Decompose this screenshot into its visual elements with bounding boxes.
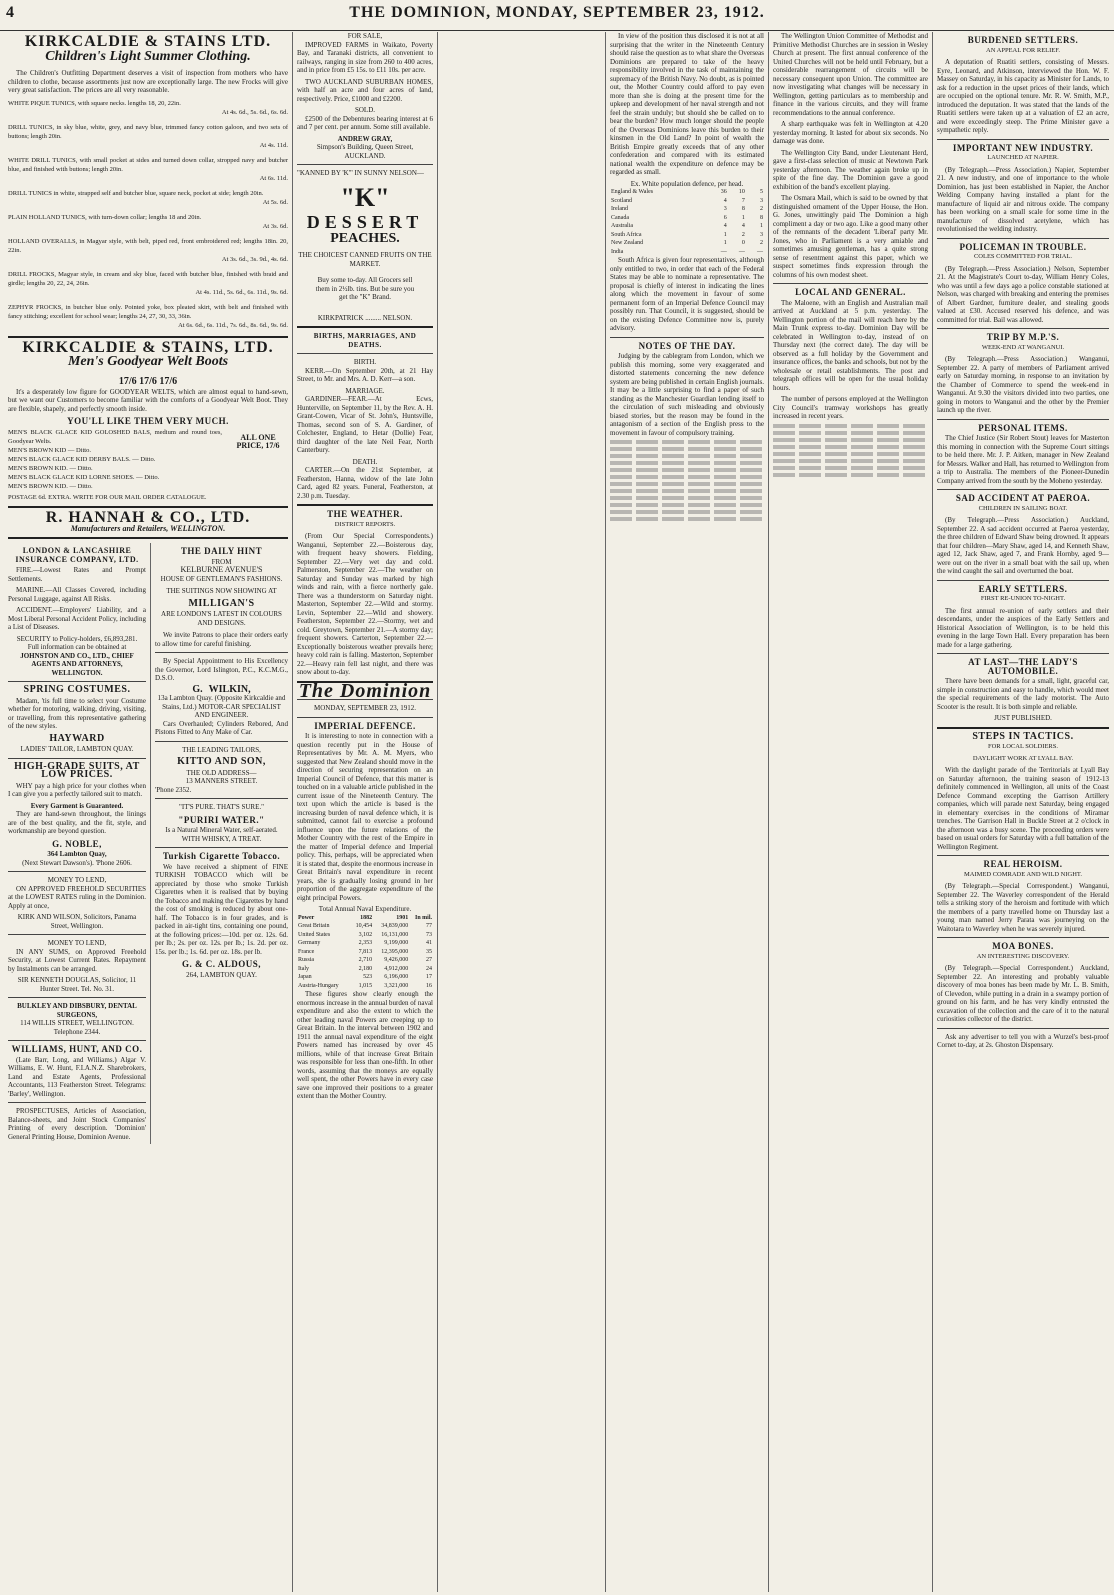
old-address: THE OLD ADDRESS— [186, 768, 257, 777]
column-2 [297, 32, 433, 1592]
lady-auto-body: There have been demands for a small, light, graceful car, simple in construction and easy to handle, which would meet the special requirements of the lady motorist. The Auto Scooter is the result. It is both simple and reliable. [937, 677, 1109, 711]
table-row: England & Wales 36 10 5 [611, 189, 763, 195]
kirkcaldie-headline: Children's Light Summer Clothing. [45, 48, 251, 64]
table-row: Scotland 4 7 3 [611, 197, 763, 204]
item-price: At 4s. 11d., 5s. 6d., 6s. 11d., 9s. 6d. [195, 288, 288, 296]
heroism-title: REAL HEROISM. [983, 859, 1063, 869]
money1-title: MONEY TO LEND, [47, 876, 107, 884]
column-rule [605, 32, 606, 1592]
column-rule [292, 32, 293, 1592]
insurance-info: Full information can be obtained at [27, 643, 127, 651]
leading-tailors: THE LEADING TAILORS, [182, 745, 261, 754]
agent-name: ANDREW GRAY, [337, 134, 393, 143]
wilkin-body: Cars Overhauled; Cylinders Rebored, And Pistons Fitted to Any Make of Car. [155, 719, 288, 736]
all-one-price: ALL ONE PRICE, 17/6 [236, 432, 280, 450]
napier-body: (By Telegraph.—Press Association.) Napier, September 21. A new industry, and one of importance to the whole Dominion, has just been established in Napier, the Anchor Welding Company having installed a plant for the manufacture of liquid air and nitrous oxide. The company has been working on a small scale for some time in the manufacture of dissolved acetylene, which has revolutionised the welding industry. [937, 165, 1109, 233]
buy-note: Buy some to-day. All Grocers sell them in 2½lb. tins. But be sure you get the "K" Brand. [315, 276, 415, 301]
per-head-table-title: Ex. White population defence, per head. [630, 179, 744, 188]
wilkin-initial: G. [192, 683, 203, 695]
turkish-body: We have received a shipment of FINE TURKISH TOBACCO which will be appreciated by those who smoke Turkish Cigarettes when it is realised that by buying the Tobacco and making the Cigarettes by hand the cost of smoking is reduced by about one-half. The Tobacco is in four grades, and is packed in air-tight tins, containing one pound, at the following prices:—10d. per oz. 12s. 6d. per lb.; 2s. per oz. 12s. per lb.; 1s. 2d. per oz. 15s. per lb.; 1s. 6d. per oz. 18s. per lb. [155, 862, 288, 956]
table-row: New Zealand 1 0 2 [611, 240, 763, 246]
item-price: At 5s. 6d. [262, 198, 288, 206]
spring-title: SPRING COSTUMES. [23, 684, 131, 695]
steps-body: With the daylight parade of the Territorials at Lyall Bay on Saturday afternoon, the training season of 1912-13 definitely commenced in Wellington, all units of the Coast Defence Command excepting the Garrison Artillery companies, which will parade next Saturday, being engaged in elementary exercises in the conditions of Miramar trenches. The Garrison Hall in Buckle Street at 2 o'clock in the afternoon was a busy scene. The proceeding orders were based on usual orders for Saturday with a full battalion of the Wellington Regiment. [937, 766, 1109, 851]
column-5 [773, 32, 928, 1592]
insurance-fire: FIRE.—Lowest Rates and Prompt Settlements. [8, 566, 146, 583]
boots-banner: YOU'LL LIKE THEM VERY MUCH. [67, 416, 229, 426]
column-1-ads [8, 32, 288, 1592]
list-item: MEN'S BROWN KID — Ditto. [8, 446, 91, 454]
kirkcaldie-title: KIRKCALDIE & STAINS LTD. [24, 33, 272, 50]
high-grade-firm: G. NOBLE, [52, 838, 102, 849]
page-number: 4 [6, 4, 14, 21]
death-body: CARTER.—On the 21st September, at Featherston, Hanna, widow of the late John Card, aged 82 years. Funeral, Featherston, at 2.30 p.m. Tuesday. [297, 466, 433, 500]
high-grade-guarantee: Every Garment is Guaranteed. [30, 801, 124, 810]
marriage-title: MARRIAGE. [345, 386, 385, 395]
bulkley-address: 114 WILLIS STREET, WELLINGTON. Telephone 2344. [20, 1019, 134, 1036]
item-text: ZEPHYR FROCKS, in butcher blue only. Pointed yoke, box pleated skirt, with belt and finished with fancy stitching; excellent for school wear; lengths 24, 27, 30, 33, 36in. [8, 303, 288, 320]
policeman-title: POLICEMAN IN TROUBLE. [959, 241, 1087, 252]
steps-title: STEPS IN TACTICS. [972, 730, 1074, 742]
masthead: THE DOMINION, MONDAY, SEPTEMBER 23, 1912. [349, 4, 765, 21]
column-4 [610, 32, 764, 1592]
table-row: Australia 4 4 1 [611, 223, 763, 229]
wilkin: WILKIN, [208, 683, 251, 695]
list-item: MEN'S BROWN KID. — Ditto. [8, 482, 93, 490]
appointment: By Special Appointment to His Excellency the Governor, Lord Islington, P.C., K.C.M.G., D.S.O. [155, 657, 288, 682]
spring-body: Madam, 'tis full time to select your Costume whether for motoring, walking, driving, visiting, or travelling, from this representative gathering of the new styles. [8, 696, 146, 730]
insurance-agent: JOHNSTON AND CO., LTD., CHIEF AGENTS AND ATTORNEYS, WELLINGTON. [20, 651, 134, 677]
list-item: MEN'S BLACK GLACE KID DERBY BALS. — Ditto. [8, 455, 156, 463]
phone: 'Phone 2352. [155, 785, 192, 794]
item-price: At 3s. 6d., 3s. 9d., 4s. 6d. [221, 255, 288, 263]
house-of-fashions: HOUSE OF GENTLEMAN'S FASHIONS. [160, 574, 283, 583]
police-body: (By Telegraph.—Press Association.) Nelson, September 21. At the Magistrate's Court to-day, William Henry Coles, who was until a few days ago a police constable stationed at Nelson, was charged with breaking and entering the premises of Albert Gardner, furniture dealer, and stealing goods valued at £30. Accused reserved his defence, and was committed for trial. Bail was allowed. [937, 264, 1109, 324]
bulkley-title: BULKLEY AND DIBSBURY, DENTAL SURGEONS, [17, 1002, 137, 1019]
early-body: The first annual re-union of early settlers and their descendants, under the auspices of the Early Settlers and Historical Association of Wellington, is to be held this evening in the large Town Hall. Every preparation has been made for a large gathering. [937, 606, 1109, 649]
item-text: PLAIN HOLLAND TUNICS, with turn-down collar; lengths 18 and 20in. [8, 213, 202, 221]
item-text: DRILL TUNICS, in sky blue, white, grey, and navy blue, trimmed fancy cotton galoon, and two sets of buttons; length 20in. [8, 123, 288, 140]
table-row: India — — — [611, 248, 763, 255]
table-row: United States 3,102 16,131,000 73 [298, 931, 432, 938]
sold-title: SOLD. [354, 106, 376, 114]
item-text: DRILL TUNICS in white, strapped self and butcher blue, square neck, pocket at side; length 20in. [8, 189, 264, 197]
death-title: DEATH. [352, 457, 378, 466]
insurance-accident: ACCIDENT.—Employers' Liability, and a Most Liberal Personal Accident Policy, including a List of Diseases. [8, 606, 146, 631]
list-item: MEN'S BLACK GLACE KID LORNE SHOES. — Ditto. [8, 473, 160, 481]
col5-body4: The Osmara Mail, which is said to be owned by that distinguished ornament of the Upper House, the Hon. G. Jones, unwittingly paid The Dominion a high compliment a day or two ago. Like a good many other of the remnants of the decadent 'Liberal' party Mr. Jones, who in Parliament is a very amiable and sometimes amusing gentleman, has a quite strong sense of resentment against this paper, which we suspect sometimes finds expression through the columns of his own modest sheet. [773, 194, 928, 279]
notes-title: NOTES OF THE DAY. [638, 340, 736, 351]
table-row: Canada 6 1 8 [611, 214, 763, 221]
puriri-body: Is a Natural Mineral Water, self-aerated. [165, 826, 278, 834]
napier-sub: LAUNCHED AT NAPIER. [987, 154, 1059, 161]
hannah-subtitle: Manufacturers and Retailers, WELLINGTON. [70, 523, 226, 533]
sad-accident-title: SAD ACCIDENT AT PAEROA. [955, 493, 1091, 503]
local-soldiers-sub: FOR LOCAL SOLDIERS. [987, 743, 1058, 750]
column-rule [932, 32, 933, 1592]
table-row: Italy 2,180 4,912,000 24 [298, 965, 432, 972]
daylight-sub: DAYLIGHT WORK AT LYALL BAY. [972, 754, 1074, 762]
williams-body: (Late Barr, Long, and Williams.) Algar V. Williams, E. W. Hunt, F.I.A.N.Z. Sharebrokers, Land and Estate Agents, Professional Accountants, 113 Featherston Street. Telegrams: 'Barley', Wellington. [8, 1055, 146, 1098]
kirkpatrick: KIRKPATRICK ......... NELSON. [317, 313, 413, 322]
editorial-title: IMPERIAL DEFENCE. [314, 720, 416, 731]
spring-firm: HAYWARD [49, 732, 105, 744]
table-header: In mil. [414, 914, 432, 921]
daily-hint: THE DAILY HINT [180, 546, 263, 556]
page-header [0, 0, 1114, 31]
kirkcaldie-intro: The Children's Outfitting Department deserves a visit of inspection from mothers who have children to clothe, because assortments just now are exceptionally large. The new Frocks will give very great satisfaction. The prices are all very reasonable. [8, 69, 288, 94]
kelburne: KELBURNE AVENUE'S [180, 565, 263, 574]
list-item: MEN'S BLACK GLACE KID GOLOSHED BALS, medium and round toes, Goodyear Welts. [8, 428, 222, 445]
table-header: 1901 [396, 914, 409, 921]
puriri-water: "PURIRI WATER." [178, 814, 265, 825]
london-lancs-title: LONDON & LANCASHIRE INSURANCE COMPANY, LTD. [15, 546, 139, 564]
list-item: MEN'S BROWN KID. — Ditto. [8, 464, 93, 472]
table-row: Japan 523 6,196,000 17 [298, 974, 432, 980]
item-text: HOLLAND OVERALLS, in Magyar style, with belt, piped red, front embroidered red; lengths 18in. 20, 22in. [8, 237, 288, 254]
moa-body: (By Telegraph.—Special Correspondent.) Auckland, September 22. An interesting and probably valuable discovery of moa bones has been made by Mr. L. B. Smith, of Clevedon, while putting in a drain in a swampy portion of ground on his farm, and he has very kindly entrusted the excavation of the collection and the care of it to the natural curiosities collector of the district. [937, 964, 1109, 1023]
col4-body1: In view of the position thus disclosed it is not at all surprising that the writer in the Nineteenth Century should raise the question as to what share the Overseas Dominions are prepared to take of the heavy responsibility involved in the task of maintaining the supremacy of the British Navy. No doubt, as is pointed out, the Mother Country could afford to pay even more than she is doing at the present time for the upkeep and development of her naval strength and not feel the strain unduly; but should she be called on to bear the burden? How much longer should the people of the Overseas Dominions leave this burden to their kinsmen in the Old Land? In point of wealth the British Empire greatly exceeds that of any other confederation and compared with its estimated national wealth the expenditure on defence may be regarded as small. [610, 32, 764, 176]
table-header: 1882 [360, 914, 373, 921]
burdened-title: BURDENED SETTLERS. [967, 35, 1079, 45]
peaches: PEACHES. [330, 230, 400, 246]
birth-body: KERR.—On September 20th, at 21 Hay Street, to Mr. and Mrs. A. D. Kerr—a son. [297, 366, 433, 383]
moa-sub: AN INTERESTING DISCOVERY. [976, 952, 1070, 960]
column-6-7 [937, 32, 1109, 1592]
high-grade-title: HIGH-GRADE SUITS, AT LOW PRICES. [14, 760, 140, 780]
item-price: At 6s. 6d., 6s. 11d., 7s. 6d., 8s. 6d., 9s. 6d. [178, 321, 288, 329]
table-header: Power [298, 914, 315, 921]
dessert: DESSERT [306, 212, 424, 232]
per-head-table [610, 188, 764, 256]
lady-auto-title: AT LAST—THE LADY'S AUTOMOBILE. [968, 657, 1078, 676]
boots-headline: Men's Goodyear Welt Boots [67, 354, 229, 369]
item-text: WHITE PIQUE TUNICS, with square necks. lengths 18, 20, 22in. [8, 99, 181, 107]
table-row: Germany 2,353 9,199,000 41 [298, 940, 432, 946]
birth-title: BIRTH. [353, 358, 377, 366]
children-sub: CHILDREN IN SAILING BOAT. [978, 504, 1068, 512]
williams-title: WILLIAMS, HUNT, AND CO. [11, 1044, 143, 1054]
agent-address: Simpson's Building, Queen Street, AUCKLAND. [316, 143, 414, 160]
sold-body: £2500 of the Debentures bearing interest at 6 and 7 per cent. per annum. Some still available. [297, 114, 433, 131]
personal-title: PERSONAL ITEMS. [978, 422, 1068, 433]
table-row: Ireland 3 8 2 [611, 206, 763, 212]
editorial-body-2: These figures show clearly enough the enormous increase in the annual burden of naval expenditure and also the extent to which the other leading naval Powers are creeping up to Great Britain. In the interval between 1902 and 1911 the annual naval expenditure of the eight Powers named has increased by over 45 millions, while of that increase Great Britain was responsible for less than one-fifth. In other words, assuming that the moneys are equally well spent, the other Powers have in every case save one improved their positions to a greater extent than the Mother Country. [297, 990, 433, 1100]
appeal-sub: AN APPEAL FOR RELIEF. [986, 46, 1060, 54]
col5-body3: The Wellington City Band, under Lieutenant Herd, gave a first-class selection of music at Newtown Park yesterday afternoon. The weather again broke up in spite of the fine day. The Dominion gave a good exhibition of the band's excellent playing. [773, 148, 928, 191]
postage-note: POSTAGE 6d. EXTRA. WRITE FOR OUR MAIL ORDER CATALOGUE. [8, 493, 207, 501]
local-general-body: The Maloene, with an English and Australian mail arrived at Auckland at 5 p.m. yesterday. The Wellington portion of the mail will reach here by the Main Trunk express to-day. Dominion Day will be celebrated in Wellington to-day, instead of on Thursday next (the correct date). The day will be observed as a full holiday by the Government and insurance offices, the banks and schools, but not by the wholesale or retail establishments. The post and telegraph offices will be open for the usual holiday hours. [773, 298, 928, 392]
k-brand-letter: "K" [340, 182, 390, 212]
reunion-sub: FIRST RE-UNION TO-NIGHT. [980, 595, 1066, 602]
table-row: France 7,813 12,395,000 35 [298, 948, 432, 955]
item-text: WHITE DRILL TUNICS, with small pocket at sides and turned down collar, stropped navy and butcher blue, and finished with buttons; length 20in. [8, 156, 288, 173]
money2-title: MONEY TO LEND, [47, 939, 107, 947]
weekend-sub: WEEK-END AT WANGANUI. [981, 343, 1065, 351]
editorial-body: It is interesting to note in connection with a question recently put in the House of Representatives by Mr. A. M. Myers, who suggested that New Zealand should move in the direction of securing representation on an Imperial Council of Defence, that this matter is touched on in a valuable article published in the current issue of the Nineteenth Century. The text upon which the article is based is the increasing burden of naval defence which, it is submitted, cannot fail to exercise a profound influence upon the future relations of the Mother Country with the rest of the Empire in the matter of Imperial defence and Imperial policy. This, perhaps, will be appreciated when it is stated that, despite the enormous increase in Great Britain's naval expenditure in recent years, she is gradually losing ground in her proportion of the aggregate expenditure of the eight principal Powers. [297, 732, 433, 902]
weather-sub: DISTRICT REPORTS. [334, 520, 396, 528]
table-row: Austria-Hungary 1,015 3,321,000 16 [298, 982, 432, 989]
boots-prices: 17/6 17/6 17/6 [118, 375, 178, 387]
marriage-body: GARDINER—FEAR.—At Ecws, Hunterville, on September 11, by the Rev. A. H. Grant-Cowen, Vicar of St. John's, Huntsville, Thomas, second son of S. A. Gardiner, of Colchester, England, to Hetar (Dollie) Fear, third daughter of the late Neil Fear, North Canterbury. [297, 395, 433, 454]
high-grade-body: WHY pay a high price for your clothes when I can give you a perfectly tailored suit to match. [8, 781, 146, 798]
early-settlers-title: EARLY SETTLERS. [978, 583, 1068, 594]
trip-title: TRIP BY M.P.'S. [986, 332, 1060, 342]
personal-body: The Chief Justice (Sir Robert Stout) leaves for Masterton this morning in connection with the Supreme Court sittings to be held there. Mr. J. P. Aitken, manager in New Zealand for Messrs. Walker and Hall, has returned to Wellington from a trip to Australia. The members of the Pioneer-Dunedin Company arrived from the south by the Moheno yesterday. [937, 434, 1109, 485]
naval-table [297, 914, 433, 991]
milligan: MILLIGAN'S [188, 597, 255, 609]
maimed-sub: MAIMED COMRADE AND WILD NIGHT. [963, 870, 1082, 878]
trip-body: (By Telegraph.—Press Association.) Wanganui, September 22. A party of members of Parliament arrived early on Saturday morning, in response to an invitation by the Chamber of Commerce to spend the week-end in Wanganui. At 9.30 the visitors divided into two parties, one going in motors to Wanganui and the other by the Premier launch up the river. [937, 355, 1109, 414]
money2-firm: SIR KENNETH DOUGLAS, Solicitor, 11 Hunter Street. Tel. No. 31. [17, 976, 137, 993]
just-published: JUST PUBLISHED. [994, 714, 1052, 722]
heroism-body: (By Telegraph.—Special Correspondent.) Wanganui, September 22. The Waverley correspondent of the Herald tells a striking story of the heroism and fortitude with which the members of a party travelled home on Thursday last a young man named Jerry Parata was journeying on the Waitotara to Waverley when he was severely injured. [937, 882, 1109, 933]
sad-body: (By Telegraph.—Press Association.) Auckland, September 22. A sad accident occurred at Paeroa yesterday, the three children of Edward Shaw being drowned. It appears that four children—Mary Shaw, aged 14, and Kenneth Shaw, aged 12, Jack Shaw, aged 7, and Frank Hornby, aged 9—were out on the river in a small boat with the sail up, when the wind caught the sail and overturned the boat. [937, 516, 1109, 575]
high-grade-address: 364 Lambton Quay, [47, 850, 107, 858]
aldous-address: 264, LAMBTON QUAY. [186, 970, 257, 979]
table-row: Great Britain 10,454 34,839,000 77 [298, 923, 432, 929]
for-sale-title: FOR SALE, [347, 32, 383, 40]
suitings: THE SUITINGS NOW SHOWING AT [166, 587, 277, 595]
appeal-body: A deputation of Ruatiti settlers, consisting of Messrs. Eyre, Leonard, and Atkinson, interviewed the Hon. W. F. Massey on Saturday, in his capacity as Minister for Lands, to ask for a reduction in the upset prices of their lands, which are occupied on the optional tenure. Mr. R. W. Smith, M.P., introduced the deputation. It was stated that the lands of the Ruatiti settlers were taken up at a valuation of £2 an acre, and were exceedingly steep. The Prime Minister gave a sympathetic reply. [937, 58, 1109, 134]
its-pure: "IT'S PURE. THAT'S SURE." [179, 803, 264, 811]
for-sale-body: IMPROVED FARMS in Waikato, Poverty Bay, and Taranaki districts, all convenient to railways, ranging in size from 260 to 400 acres, and in price from £5 15s. to £11 10s. per acre. [297, 40, 433, 74]
hannah-title: R. HANNAH & CO., LTD. [45, 509, 251, 526]
committed-sub: COLES COMMITTED FOR TRIAL. [973, 253, 1073, 260]
col5-body1: The Wellington Union Committee of Methodist and Primitive Methodist Churches are in session in Wesley Church at present. The first annual conference of the United Churches will not be held until February, but a considerable rearrangement of circuits will be necessary consequent upon Union. The committee are now investigating what changes will be necessary in Wellington, getting particulars as to membership and finance in the various circuits, and they will frame recommendations to the annual conference. [773, 32, 928, 117]
local-general-title: LOCAL AND GENERAL. [795, 287, 906, 297]
column-rule [437, 32, 438, 1592]
col4-body2: South Africa is given four representatives, although only entitled to two, in order that each of the Federal States may be able to nominate a representative. The proposal is chiefly of interest in indicating the lines along which the movement in favour of some permanent form of an Imperial Defence Council may possibly run. That Council, it is suggested, should be on the existing Defence Committee now is, purely advisory. [610, 256, 764, 332]
industry-title: IMPORTANT NEW INDUSTRY. [952, 142, 1094, 153]
high-grade-body2: They are hand-sewn throughout, the linings are of the best quality, and the fit, style, and workmanship are beyond question. [8, 810, 146, 835]
choicest: THE CHOICEST CANNED FRUITS ON THE MARKET. [298, 251, 432, 268]
table-row: South Africa 1 2 3 [611, 231, 763, 238]
insurance-security: SECURITY to Policy-holders, £6,893,281. [16, 634, 138, 643]
boots-text: It's a desperately low figure for GOODYEAR WELTS, which are almost equal to hand-sewn, but we want our Customers to become familiar with the comforts of a Goodyear Welt Boot. They are flexible, shapely, and perfectly smooth inside. [8, 387, 288, 413]
dominion-date: MONDAY, SEPTEMBER 23, 1912. [314, 704, 416, 712]
item-price: At 3s. 6d. [262, 222, 288, 230]
turkish-tobacco: Turkish Cigarette Tobacco. [162, 851, 281, 861]
moa-title: MOA BONES. [992, 941, 1054, 951]
money1-body: ON APPROVED FREEHOLD SECURITIES at the LOWEST RATES ruling in the Dominion. Apply at once, [8, 884, 146, 910]
col5-body2: A sharp earthquake was felt in Wellington at 4.20 yesterday morning. It lasted for about six seconds. No damage was done. [773, 120, 928, 145]
spring-firm-sub: LADIES' TAILOR, LAMBTON QUAY. [20, 745, 134, 753]
item-price: At 4s. 11d. [259, 141, 288, 149]
reward-note: Ask any advertiser to tell you with a Wurzel's best-proof Cornet to-day, at 2s. Ghoston Dispensary. [937, 1032, 1109, 1049]
prospectus-ad: PROSPECTUSES, Articles of Association, Balance-sheets, and Joint Stock Companies' Printing of every description. 'Dominion' General Printing House, Dominion Avenue. [8, 1107, 146, 1141]
weather-body: (From Our Special Correspondents.) Wanganui, September 22.—Boisterous day, with frequent heavy showers. Fielding, September 22.—Very wet day and cold. Palmerston, September 22.—The weather on Saturday and Sunday was marked by high winds and rain, with a fierce northerly gale. There was a thunderstorm on Saturday night. Masterton, September 22.—Wild and stormy. Levin, September 22.—Wild and showery. Featherston, September 22.—Stormy, wet and cold. Greytown, September 21.—A stormy day; frequent showers. Carterton, September 22.—Exceptionally boisterous weather prevails here; heavy cold rain is falling. Masterton, September 22.—Heavy rain fell last night, and there was snow about to-day. [297, 532, 433, 676]
item-price: At 6s. 11d. [259, 174, 288, 182]
column-rule [768, 32, 769, 1592]
daily-hint-from: FROM [211, 557, 232, 566]
insurance-marine: MARINE.—All Classes Covered, including Personal Luggage, against All Risks. [8, 586, 146, 603]
with-whisky: WITH WHISKY, A TREAT. [181, 834, 262, 843]
aldous: G. & C. ALDOUS, [181, 959, 261, 969]
weather-title: THE WEATHER. [327, 509, 403, 519]
notes-body: Judging by the cablegram from London, which we publish this morning, some very exaggerated and distorted statements concerning the new defence system are being published in certain English journals. It may be a little surprising to find a paper of such standing as the Manchester Guardian lending itself to the circulation of such misleading and obviously biased stories, but the reason may be found in the antagonism of a section of the English press to the movement in favour of compulsory training. [610, 352, 764, 437]
london-latest: ARE LONDON'S LATEST IN COLOURS AND DESIGNS. [161, 610, 282, 627]
table-row: Russia 2,710 9,426,000 27 [298, 957, 432, 963]
wilkin-address: 13a Lambton Quay. (Opposite Kirkcaldie and Stains, Ltd.) MOTOR-CAR SPECIALIST AND ENGINEER. [157, 694, 286, 719]
col5-body5: The number of persons employed at the Wellington City Council's tramway workshops has greatly increased in recent years. [773, 395, 928, 420]
kitto: KITTO AND SON, [177, 756, 266, 767]
item-price: At 4s. 6d., 5s. 6d., 6s. 6d. [221, 108, 288, 116]
manners-street: 13 MANNERS STREET. [185, 777, 258, 785]
invite: We invite Patrons to place their orders early to allow time for careful finishing. [155, 631, 288, 648]
money1-firm: KIRK AND WILSON, Solicitors, Panama Street, Wellington. [17, 913, 137, 930]
money2-body: IN ANY SUMS, on Approved Freehold Security, at Lowest Current Rates. Repayment by Instalments can be arranged. [8, 947, 146, 973]
k-canned: "KANNED BY 'K'" IN SUNNY NELSON— [297, 169, 424, 177]
kirkcaldie-title-2: KIRKCALDIE & STAINS, LTD. [22, 338, 274, 356]
for-sale-body2: TWO AUCKLAND SUBURBAN HOMES, with half an acre and four acres of land, respectively. Price, £1000 and £2200. [297, 77, 433, 103]
bmd-title: BIRTHS, MARRIAGES, AND DEATHS. [313, 332, 417, 349]
item-text: DRILL FROCKS, Magyar style, in cream and sky blue, faced with butcher blue, finished with braid and girdle; lengths 20, 22, 24, 26in. [8, 270, 288, 287]
dominion-title: The Dominion [298, 679, 432, 702]
naval-table-title: Total Annual Naval Expenditure. [318, 905, 412, 913]
high-grade-phone: (Next Stewart Dawson's). 'Phone 2606. [22, 858, 132, 867]
